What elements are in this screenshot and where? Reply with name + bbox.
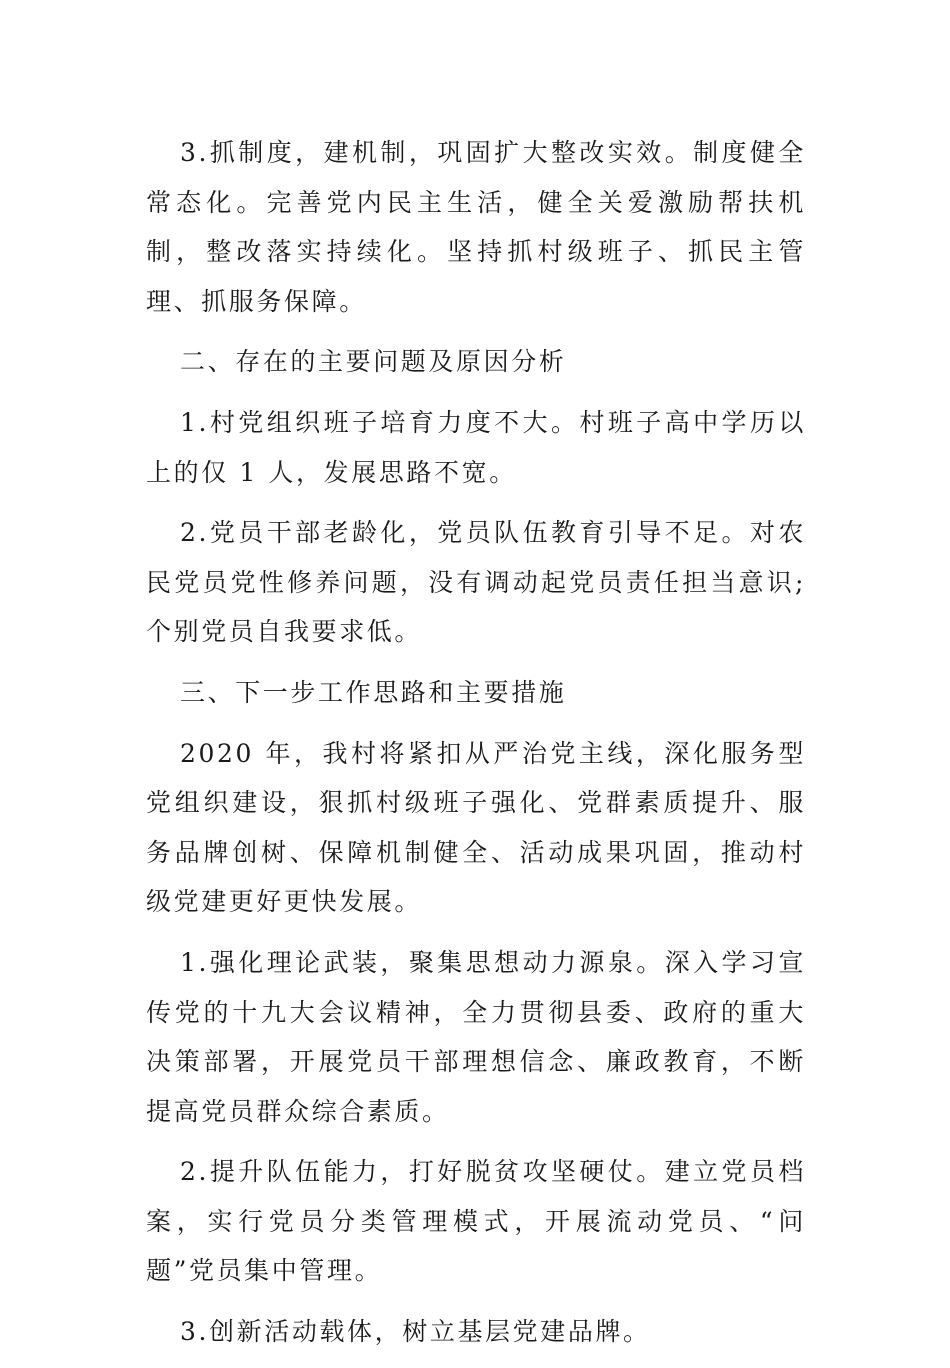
- paragraph-plan-2020: 2020 年，我村将紧扣从严治党主线，深化服务型党组织建设，狠抓村级班子强化、党群素质提升、服务品牌创树、保障机制健全、活动成果巩固，推动村级党建更好更快发展。: [146, 738, 806, 917]
- paragraph-measure-2: 2.提升队伍能力，打好脱贫攻坚硬仗。建立党员档案，实行党员分类管理模式，开展流动党员、“问题”党员集中管理。: [146, 1157, 806, 1286]
- paragraph-problem-1: 1.村党组织班子培育力度不大。村班子高中学历以上的仅 1 人，发展思路不宽。: [146, 407, 806, 487]
- paragraph-problem-2: 2.党员干部老龄化，党员队伍教育引导不足。对农民党员党性修养问题，没有调动起党员责任担当意识;个别党员自我要求低。: [146, 518, 806, 647]
- paragraph-system-building: 3.抓制度，建机制，巩固扩大整改实效。制度健全常态化。完善党内民主生活，健全关爱激励帮扶机制，整改落实持续化。坚持抓村级班子、抓民主管理、抓服务保障。: [146, 138, 806, 316]
- paragraph-measure-1: 1.强化理论武装，聚集思想动力源泉。深入学习宣传党的十九大会议精神，全力贯彻县委、政府的重大决策部署，开展党员干部理想信念、廉政教育，不断提高党员群众综合素质。: [146, 947, 806, 1126]
- section-heading-problems: 二、存在的主要问题及原因分析: [180, 347, 567, 377]
- paragraph-measure-3: 3.创新活动载体，树立基层党建品牌。: [180, 1317, 651, 1347]
- document-body: [146, 128, 806, 1368]
- section-heading-next-steps: 三、下一步工作思路和主要措施: [180, 677, 567, 707]
